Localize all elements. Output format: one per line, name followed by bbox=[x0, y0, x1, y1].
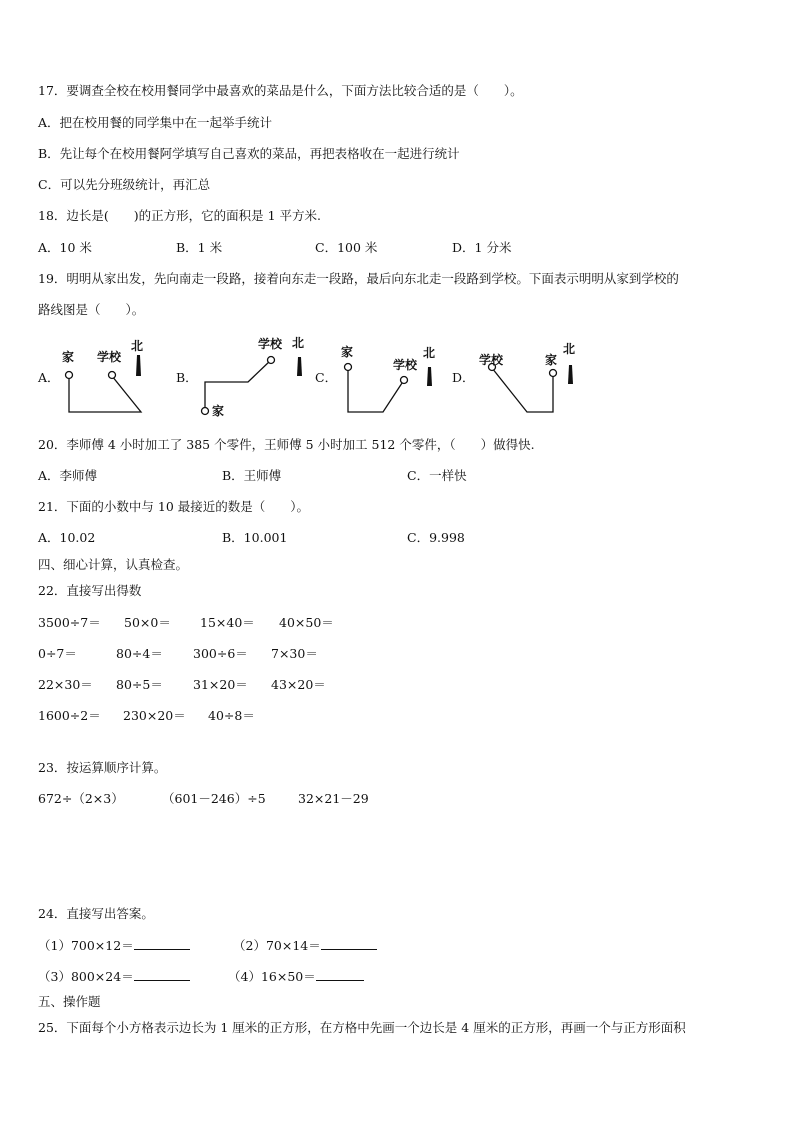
q22-item: 40÷8＝ bbox=[208, 708, 255, 723]
q17-option-b: B．先让每个在校用餐阿学填写自己喜欢的菜品，再把表格收在一起进行统计 bbox=[38, 146, 460, 161]
q22-item: 80÷5＝ bbox=[116, 677, 163, 692]
label-home-c: 家 bbox=[341, 345, 354, 359]
q17-stem: 17．要调查全校在校用餐同学中最喜欢的菜品是什么，下面方法比较合适的是（ ）。 bbox=[38, 83, 523, 98]
q24-stem: 24．直接写出答案。 bbox=[38, 906, 154, 921]
route-c bbox=[348, 368, 404, 412]
label-school-a: 学校 bbox=[97, 350, 122, 364]
section-5-heading: 五、操作题 bbox=[38, 994, 101, 1009]
q23-item: 672÷（2×3） bbox=[38, 791, 124, 806]
point-home-a bbox=[66, 372, 73, 379]
q19-stem-line1: 19．明明从家出发，先向南走一段路，接着向东走一段路，最后向东北走一段路到学校。下面表示明明从家到学校的 bbox=[38, 271, 679, 286]
point-school-a bbox=[109, 372, 116, 379]
q22-item: 7×30＝ bbox=[271, 646, 318, 661]
q20-stem: 20．李师傅 4 小时加工了 385 个零件，王师傅 5 小时加工 512 个零件，（ ）做得快. bbox=[38, 437, 535, 452]
label-north-a: 北 bbox=[131, 339, 144, 353]
route-a bbox=[69, 376, 141, 412]
q23-item: 32×21－29 bbox=[298, 791, 369, 806]
label-school-c: 学校 bbox=[393, 358, 418, 372]
label-north-b: 北 bbox=[292, 336, 305, 350]
q19-option-b-letter: B． bbox=[176, 370, 198, 385]
q22-item: 80÷4＝ bbox=[116, 646, 163, 661]
q22-item: 300÷6＝ bbox=[193, 646, 248, 661]
q24-item bbox=[233, 937, 377, 954]
q22-item: 0÷7＝ bbox=[38, 646, 77, 661]
q18-option-a: A．10 米 bbox=[38, 240, 92, 255]
q22-item: 230×20＝ bbox=[123, 708, 186, 723]
point-school-b bbox=[268, 357, 275, 364]
q21-option-b: B．10.001 bbox=[222, 530, 288, 545]
label-north-d: 北 bbox=[563, 342, 576, 356]
q18-option-c: C．100 米 bbox=[315, 240, 378, 255]
q23-item: （601－246）÷5 bbox=[162, 791, 266, 806]
q20-option-b: B．王师傅 bbox=[222, 468, 282, 483]
q19-option-a-letter: A． bbox=[38, 370, 60, 385]
point-home-d bbox=[550, 370, 557, 377]
q19-stem-line2: 路线图是（ ）。 bbox=[38, 302, 145, 317]
q24-item bbox=[38, 968, 190, 985]
q24-item-text: （2）70×14＝ bbox=[233, 938, 321, 953]
q18-option-b: B．1 米 bbox=[176, 240, 223, 255]
q24-item bbox=[228, 968, 364, 985]
q22-item: 43×20＝ bbox=[271, 677, 326, 692]
route-d bbox=[492, 368, 553, 412]
label-school-d: 学校 bbox=[479, 353, 504, 367]
north-arrow-icon bbox=[297, 357, 302, 376]
north-arrow-icon bbox=[568, 365, 573, 384]
label-north-c: 北 bbox=[423, 346, 436, 360]
q19-route-diagrams bbox=[0, 330, 794, 420]
q22-item: 22×30＝ bbox=[38, 677, 93, 692]
label-home-a: 家 bbox=[62, 350, 75, 364]
q24-item-text: （4）16×50＝ bbox=[228, 969, 316, 984]
q18-stem: 18．边长是( )的正方形，它的面积是 1 平方米. bbox=[38, 208, 322, 223]
q19-option-d-letter: D． bbox=[452, 370, 475, 385]
q24-item-text: （3）800×24＝ bbox=[38, 969, 134, 984]
q25-stem: 25．下面每个小方格表示边长为 1 厘米的正方形，在方格中先画一个边长是 4 厘米的正方形，再画一个与正方形面积 bbox=[38, 1020, 686, 1035]
label-home-b: 家 bbox=[212, 404, 225, 418]
q20-option-a: A．李师傅 bbox=[38, 468, 98, 483]
point-school-c bbox=[401, 377, 408, 384]
point-home-b bbox=[202, 408, 209, 415]
q21-option-a: A．10.02 bbox=[38, 530, 96, 545]
answer-blank[interactable] bbox=[134, 937, 190, 950]
north-arrow-icon bbox=[427, 367, 432, 386]
answer-blank[interactable] bbox=[316, 968, 364, 981]
q22-item: 3500÷7＝ bbox=[38, 615, 101, 630]
answer-blank[interactable] bbox=[321, 937, 377, 950]
q21-stem: 21．下面的小数中与 10 最接近的数是（ ）。 bbox=[38, 499, 310, 514]
q24-item bbox=[38, 937, 190, 954]
q22-item: 40×50＝ bbox=[279, 615, 334, 630]
q19-option-c-letter: C． bbox=[315, 370, 338, 385]
label-school-b: 学校 bbox=[258, 337, 283, 351]
q24-item-text: （1）700×12＝ bbox=[38, 938, 134, 953]
section-4-heading: 四、细心计算，认真检查。 bbox=[38, 557, 189, 572]
q21-option-c: C．9.998 bbox=[407, 530, 465, 545]
answer-blank[interactable] bbox=[134, 968, 190, 981]
q23-stem: 23．按运算顺序计算。 bbox=[38, 760, 167, 775]
label-home-d: 家 bbox=[545, 353, 558, 367]
q22-item: 31×20＝ bbox=[193, 677, 248, 692]
q22-item: 50×0＝ bbox=[124, 615, 171, 630]
route-b bbox=[205, 360, 271, 410]
q22-item: 1600÷2＝ bbox=[38, 708, 101, 723]
q17-option-a: A．把在校用餐的同学集中在一起举手统计 bbox=[38, 115, 273, 130]
q17-option-c: C．可以先分班级统计，再汇总 bbox=[38, 177, 211, 192]
q22-item: 15×40＝ bbox=[200, 615, 255, 630]
q20-option-c: C．一样快 bbox=[407, 468, 467, 483]
north-arrow-icon bbox=[136, 355, 141, 376]
q22-stem: 22．直接写出得数 bbox=[38, 583, 142, 598]
q18-option-d: D．1 分米 bbox=[452, 240, 512, 255]
point-home-c bbox=[345, 364, 352, 371]
